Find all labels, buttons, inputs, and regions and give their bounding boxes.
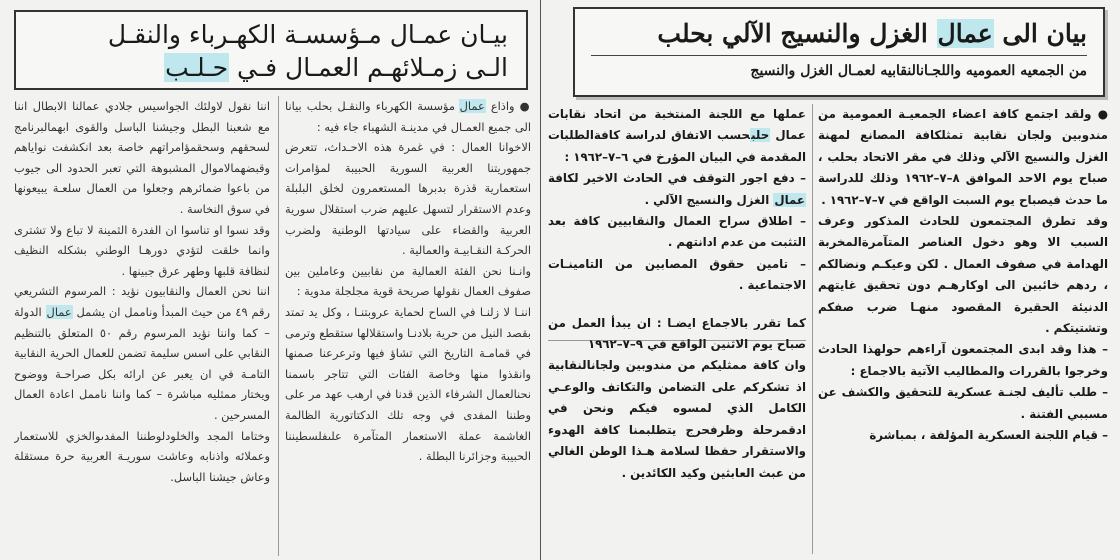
highlighted-term: عمال xyxy=(937,19,993,48)
right-article-subheadline: من الجمعيه العموميه واللجـانالنقابيه لعمـال الغزل والنسيج xyxy=(750,63,1087,79)
paragraph: ● ولقد اجتمع كافة اعضاء الجمعيـة العمومية من مندوبين ولجان نقابية تمثلكافة المصانع لمهنة الغزل والنسيج الآلي وذلك في مقر الاتحاد بحلب ، صباح يوم الاحد الموافق ٨–٧–١٩٦٢ وذلك للدراسة ما حدث فيصباح يوم السبت الواقع في ٧–٧–١٩٦٢ . xyxy=(818,107,1108,207)
headline-text: بيان الى xyxy=(993,19,1087,48)
paragraph: – تامين حقوق المصابين من التامينـات الاجتماعية . xyxy=(548,256,806,293)
right-article-headline-box xyxy=(573,7,1105,97)
headline-text: الغزل والنسيج الآلي بحلب xyxy=(657,19,937,48)
paragraph: وان كافة ممثليكم من مندوبين ولجانالنقابية اذ تشكركم على التضامن والتكاتف والوعـي الكامل الذي لمسوه فيكم ونحن في ادقمرحلة وظرفحرج يتطلبمنا كافة الهدوء والاستقرار حفظا لسلامة هـذا الوطن الغالي من عبث العابثين وكيد الكائدين . xyxy=(548,358,806,480)
text: – دفع اجور التوقف في الحادث الاخير لكافة xyxy=(548,171,806,186)
left-article-headline-line1: بيـان عمـال مـؤسسـة الكهـرباء والنقـل xyxy=(107,20,508,49)
page-divider xyxy=(540,0,541,560)
left-article-column-1 xyxy=(285,96,531,560)
right-article-headline xyxy=(591,17,1087,51)
paragraph xyxy=(285,96,531,137)
paragraph xyxy=(548,104,806,168)
paragraph: وقد تطرق المجتمعون للحادث المذكور وعرف السبب الا وهو دخول العناصر المتآمرةالمخربة الهدامة في صفوف العمال . لكن وعيكـم ونضالكم ، ردهم خائبين الى اوكارهـم دون تحقيق غايتهم الدنيئة الحقيرة المقصود منهـا ضرب صفكم وتشتيتكم . xyxy=(818,214,1108,336)
highlighted-term: عمال xyxy=(46,304,72,319)
paragraph: الاخوانا العمال : في غمرة هذه الاحـداث، تتعرض جمهوريتنا العربية السورية الحبيبة لمؤامرات استعمارية قذرة بدبرها المستعمرون لخلق البلبلة وعدم الاستقرار لتسهل عليهم ضرب استقلال سورية العربية والقضاء على سيادتها الوطنية ولضرب الحركـة النقـابيـة والعمالية . xyxy=(285,140,531,258)
column-divider-right xyxy=(812,104,813,554)
paragraph: – طلب تأليف لجنـة عسكرية للتحقيق والكشف عن مسببي الفتنة . xyxy=(818,385,1108,421)
highlighted-term: عمال xyxy=(459,99,485,113)
column-divider-left xyxy=(278,96,279,556)
text: عملها مع اللجنة المنتخبة من اتحاد نقابات عمال xyxy=(548,107,806,143)
right-article-column-1 xyxy=(818,104,1108,559)
paragraph: كما تقرر بالاجماع ايضـا : ان يبدأ العمل من صباح يوم الاثنين الواقع في ٩–٧–١٩٦٢ xyxy=(548,315,806,352)
paragraph: اننا نقول لاولئك الجواسيس جلادي عمالنا الابطال اننا مع شعبنا البطل وجيشنا الباسل والقوى ابهمالبرنامج لسحقهم وسحقمؤامراتهم خاصة بعد انكشفت نواياهم وقبضهمالاموال المشبوهة التي تعبر الحدود الى جيوب من باعوا ضمائرهم وجعلوا من العمال سلعـة يبيعونها في سوق النخاسة . xyxy=(14,99,270,216)
headline-text: الـى زمـلائهـم العمـال فـي xyxy=(229,53,508,82)
text: الغزل والنسيج الآلي . xyxy=(644,192,774,207)
paragraph: – قيام اللجنة العسكرية المؤلفة ، بمباشرة xyxy=(869,428,1108,443)
headline-rule xyxy=(591,55,1087,56)
paragraph: وقد نسوا او تناسوا ان الفدرة الثمينة لا تباع ولا تشترى وانما خلقت لتؤدي دورهـا الوطني بشكله النظيف لنظافة قلبها وطهر عرق جبينها . xyxy=(14,222,270,278)
text: الدولة – كما واننا نؤيد المرسوم رقم ٥٠ المتعلق بالتنظيم النقابي على اسس سليمة تضمن للعمال الحرية النقابية التامـة في ان يعبر عن ارائه بكل صراحـة ووضوح ويختار ممثليه مباشرة – كما واننا ناممل اعادة العمال المسرحين . xyxy=(14,304,270,422)
text: ● واذاع xyxy=(485,99,531,113)
paragraph: اننـا لا زلنـا في الساح لحماية عروبتنـا ، وكل يد تمتد بقصد النيل من حرية بلادنـا واستقلالها ستقطع وترمى في قمامـة التاريخ التي تشاؤ فيها وترعرعنا صمنها وانقذوا منها وخاصة الفئات التي تتاجر باسمنا نحنالعمال الشرفاء الذين قدنا في ارهب عهد مر على وطننا المفدى في وجه تلك الدكتاتورية الظالمة الغاشمة عملة الاستعمار المتآمرة علىفلسطيننا الحبيبة وجزائرنا البطلة . xyxy=(285,304,531,464)
paragraph: – هذا وقد ابدى المجتمعون آراءهم حولهذا الحادث وخرجوا بالقررات والمطاليب الآتية بالاجماع : xyxy=(818,342,1108,378)
text: مؤسسة الكهرباء والنقـل بحلب بيانا الى جميع العمـال في مدينـة الشهباء جاء فيه : xyxy=(285,99,531,134)
paragraph xyxy=(14,281,270,425)
paragraph: وختاما المجد والخلودلوطننا المفدىوالخزي للاستعمار وعملائه واذنابه وعاشت سوريـة العربية حرة مستقلة وعاش جيشنا الباسل. xyxy=(14,428,270,484)
left-article-headline-line2 xyxy=(34,51,508,84)
text: حسب الاتفاق لدراسة كافةالطلبات المقدمة في البيان المؤرخ في ٦–٧–١٩٦٢ : xyxy=(548,128,806,164)
left-article-headline-box xyxy=(14,10,528,90)
paragraph: وانـنا نحن الفئة العمالية من نقابيين وعاملين بين صفوف العمال نقولها صريحة قوية مجلجلة مدوية : xyxy=(285,263,531,299)
text: اننا نحن العمال والنقابيون نؤيد : المرسوم التشريعي رقم ٤٩ من حيث المبدأ وناممل ان يشمل xyxy=(14,284,270,319)
highlighted-term: حلب xyxy=(751,128,770,143)
highlighted-term: عمال xyxy=(774,192,805,207)
paragraph xyxy=(548,168,806,211)
right-article-column-2 xyxy=(548,104,806,559)
highlighted-term: حـلـب xyxy=(165,53,229,82)
paragraph: – اطلاق سراح العمال والنقابيين كافة بعد التثبت من عدم ادانتهم . xyxy=(548,214,806,250)
left-article-column-2 xyxy=(14,96,270,560)
